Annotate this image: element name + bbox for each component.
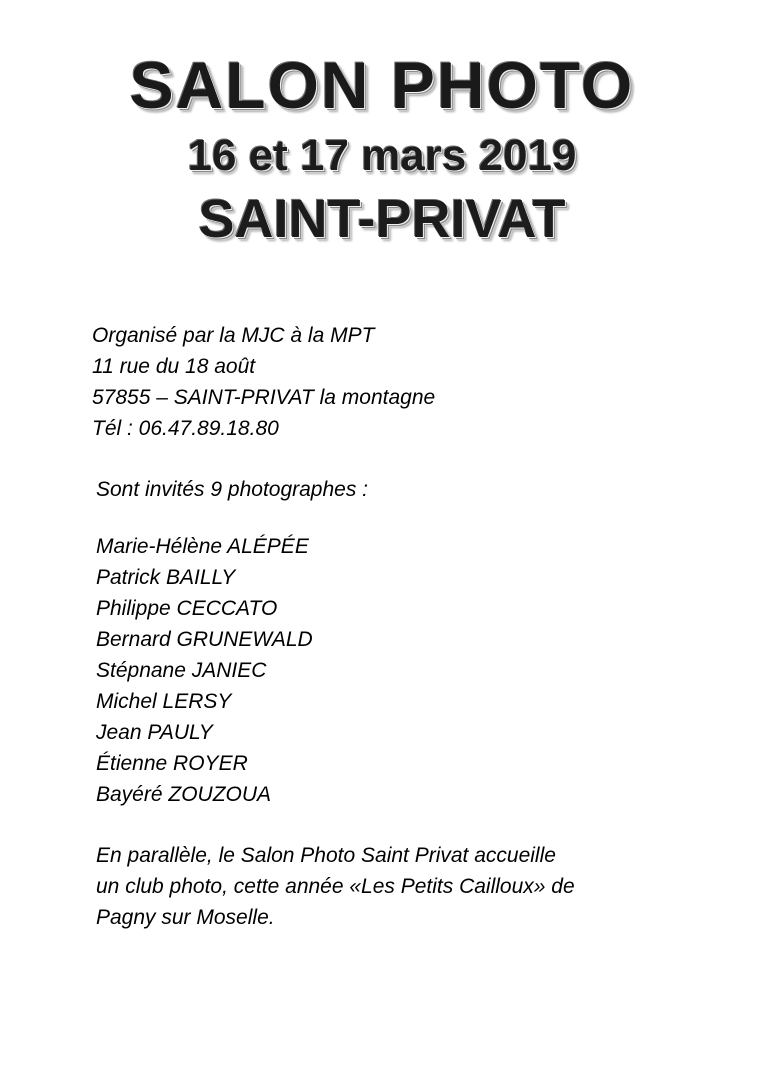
spacer-before-invited [92, 444, 764, 474]
spacer-after-title [0, 246, 764, 320]
list-item: Bayéré ZOUZOUA [96, 783, 272, 806]
invited-heading: Sont invités 9 photographes : [96, 478, 369, 501]
list-item: Marie-Hélène ALÉPÉE [96, 535, 309, 558]
title-block [0, 0, 764, 249]
spacer-before-names [92, 505, 764, 531]
list-item: Patrick BAILLY [96, 566, 236, 589]
closing-line-1: En parallèle, le Salon Photo Saint Privat accueille [96, 844, 556, 867]
event-place: SAINT-PRIVAT [198, 189, 566, 249]
closing-line-2: un club photo, cette année «Les Petits Cailloux» de [96, 875, 575, 898]
organizer-line-2: 11 rue du 18 août [92, 355, 256, 378]
list-item: Jean PAULY [96, 721, 213, 744]
closing-block [92, 840, 764, 933]
list-item: Étienne ROYER [96, 752, 248, 775]
body-block [0, 320, 764, 933]
spacer-before-closing [92, 810, 764, 840]
closing-line-3: Pagny sur Moselle. [96, 906, 275, 929]
list-item: Michel LERSY [96, 690, 232, 713]
organizer-phone: Tél : 06.47.89.18.80 [92, 417, 279, 440]
list-item: Bernard GRUNEWALD [96, 628, 313, 651]
list-item: Philippe CECCATO [96, 597, 278, 620]
photographer-list [92, 531, 764, 810]
organizer-block [92, 320, 764, 444]
organizer-line-1: Organisé par la MJC à la MPT [92, 324, 375, 347]
event-date: 16 et 17 mars 2019 [187, 131, 577, 180]
page-title: SALON PHOTO [129, 48, 635, 122]
organizer-line-3: 57855 – SAINT-PRIVAT la montagne [92, 386, 436, 409]
list-item: Stépnane JANIEC [96, 659, 267, 682]
